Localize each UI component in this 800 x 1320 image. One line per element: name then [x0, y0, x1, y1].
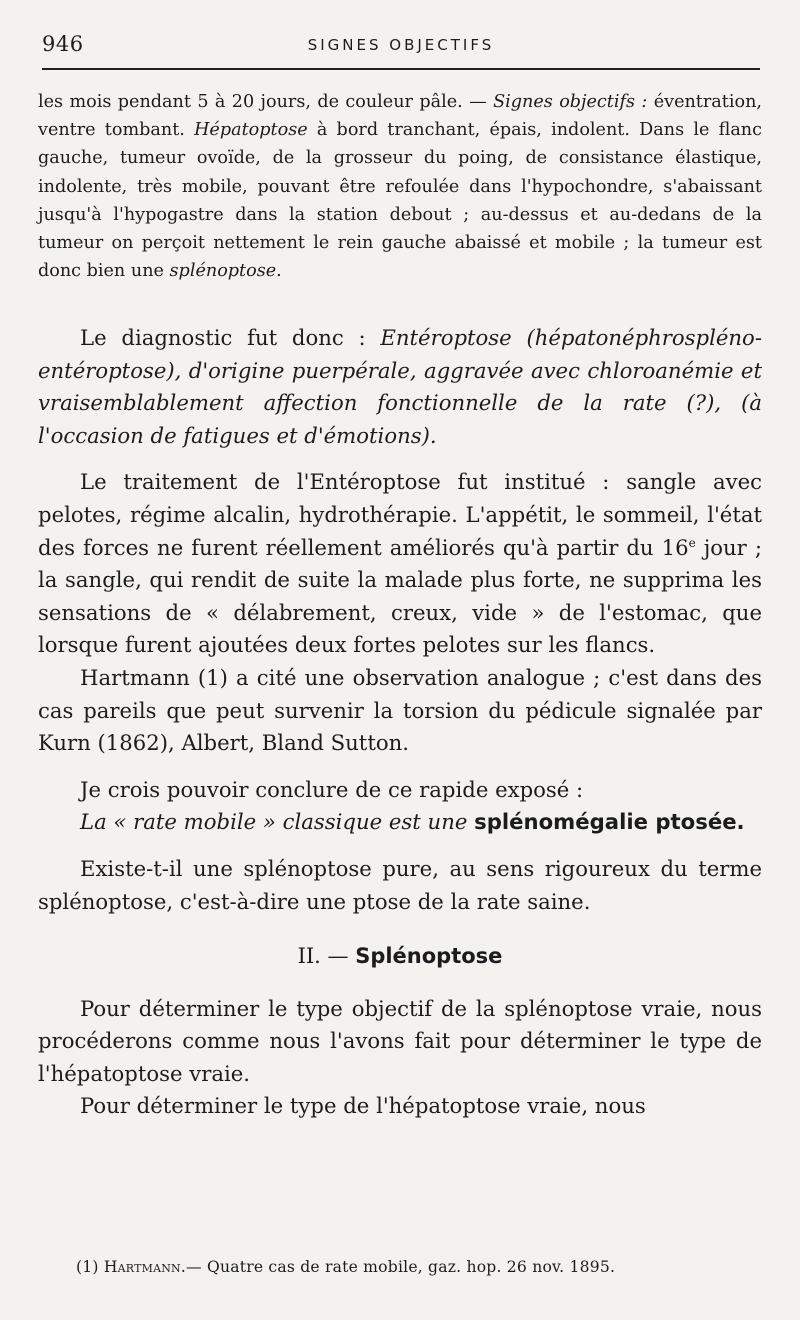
text-run: jour ; la sangle, qui rendit de suite la malade plus forte, ne supprima les sensations de « délabrement, creux, vide » de l'estomac, que lorsque furent ajoutées deux fortes pelotes sur les flancs. — [38, 534, 762, 658]
determine-paragraph-1: Pour déterminer le type objectif de la splénoptose vraie, nous procéderons comme nous l'avons fait pour déterminer le type de l'hépatoptose vraie. — [38, 995, 762, 1086]
conclusion-bold: splénomégalie ptosée. — [474, 809, 745, 835]
case-report-paragraph — [38, 88, 762, 285]
hepatoptose-term: Hépatoptose — [194, 120, 308, 141]
section-heading — [38, 940, 762, 973]
page-header — [42, 30, 760, 66]
section-title: Splénoptose — [355, 944, 503, 969]
footnote-marker: (1) — [76, 1258, 104, 1276]
ordinal-superscript: e — [688, 535, 696, 550]
conclusion-paragraph — [38, 806, 762, 839]
treatment-paragraph — [38, 466, 762, 662]
page-number: 946 — [42, 32, 84, 56]
running-title: SIGNES OBJECTIFS — [307, 36, 495, 54]
footnote-author: Hartmann — [103, 1258, 181, 1276]
text-run: Le traitement de l'Entéroptose fut institué : sangle avec pelotes, régime alcalin, hydrothérapie. L'appétit, le sommeil, l'état des forces ne furent réellement améliorés qu'à partir du 16 — [38, 469, 762, 560]
signes-objectifs-label: Signes objectifs : — [493, 92, 648, 112]
text-run: à bord tranchant, épais, indolent. Dans le flanc gauche, tumeur ovoïde, de la grosseur du poing, de consistance élastique, indolente, très mobile, pouvant être refoulée dans l'hypochondre, s'abaissant jusqu'à l'hypogastre dans la station debout ; au-dessus et au-dedans de la tumeur on perçoit nettement le rein gauche abaissé et mobile ; la tumeur est donc bien une — [38, 120, 762, 282]
diagnosis-lead: Le diagnostic fut donc : — [80, 325, 381, 350]
header-rule — [42, 68, 760, 70]
diagnosis-text: Entéroptose (hépatonéphrospléno-entéroptose), d'origine puerpérale, aggravée avec chloroanémie et vraisemblablement affection fonctionnelle de la rate (?), (à l'occasion de fatigues et d'émotions). — [38, 325, 762, 448]
conclude-paragraph: Je crois pouvoir conclure de ce rapide exposé : — [80, 776, 584, 802]
determine-paragraph-2: Pour déterminer le type de l'hépatoptose vraie, nous — [80, 1093, 646, 1119]
text-run: . — [276, 261, 282, 282]
footnote-text: .— Quatre cas de rate mobile, gaz. hop. 26 nov. 1895. — [180, 1258, 616, 1276]
text-run: éventration, ventre tombant. — [38, 92, 762, 141]
case-report-text — [38, 88, 762, 285]
main-text — [38, 322, 762, 1123]
diagnosis-paragraph — [38, 322, 762, 452]
question-paragraph: Existe-t-il une splénoptose pure, au sens rigoureux du terme splénoptose, c'est-à-dire une ptose de la rate saine. — [38, 855, 762, 914]
text-run: les mois pendant 5 à 20 jours, de couleur pâle. — — [38, 92, 494, 112]
hartmann-paragraph: Hartmann (1) a cité une observation analogue ; c'est dans des cas pareils que peut survenir la torsion du pédicule signalée par Kurn (1862), Albert, Bland Sutton. — [38, 664, 762, 756]
splenoptose-term: splénoptose — [169, 261, 277, 282]
section-number: II. — — [297, 944, 356, 969]
conclusion-italic: La « rate mobile » classique est une — [80, 809, 475, 835]
footnote — [76, 1258, 758, 1276]
